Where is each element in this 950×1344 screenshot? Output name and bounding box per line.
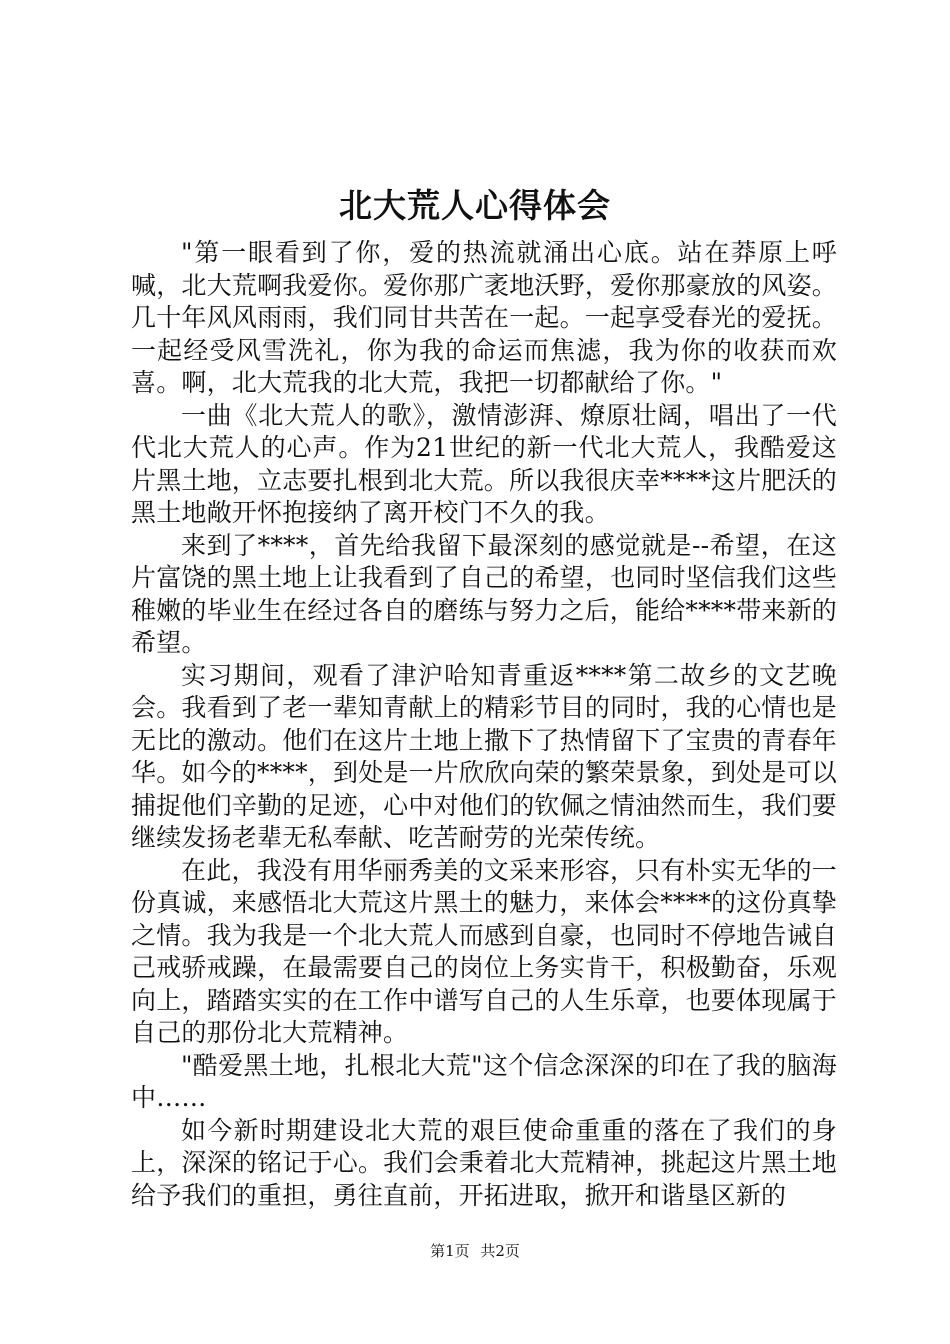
paragraph-3: 来到了****，首先给我留下最深刻的感觉就是--希望，在这片富饶的黑土地上让我看到了自己的希望，也同时坚信我们这些稚嫩的毕业生在经过各自的磨练与努力之后，能给****带来新的希望。 — [131, 530, 838, 657]
paragraph-2: 一曲《北大荒人的歌》，激情澎湃、燎原壮阔，唱出了一代代北大荒人的心声。作为21世纪的新一代北大荒人，我酷爱这片黑土地，立志要扎根到北大荒。所以我很庆幸****这片肥沃的黑土地敞开怀抱接纳了离开校门不久的我。 — [131, 400, 838, 527]
page-total: 共2页 — [480, 1242, 520, 1260]
page-number: 第1页 — [430, 1242, 470, 1260]
paragraph-4: 实习期间，观看了津沪哈知青重返****第二故乡的文艺晚会。我看到了老一辈知青献上的精彩节目的同时，我的心情也是无比的激动。他们在这片土地上撒下了热情留下了宝贵的青春年华。如今的****，到处是一片欣欣向荣的繁荣景象，到处是可以捕捉他们辛勤的足迹，心中对他们的钦佩之情油然而生，我们要继续发扬老辈无私奉献、吃苦耐劳的光荣传统。 — [131, 660, 838, 852]
page-footer — [0, 1241, 950, 1261]
paragraph-1: "第一眼看到了你，爱的热流就涌出心底。站在莽原上呼喊，北大荒啊我爱你。爱你那广袤地沃野，爱你那豪放的风姿。几十年风风雨雨，我们同甘共苦在一起。一起享受春光的爱抚。一起经受风雪洗礼，你为我的命运而焦滤，我为你的收获而欢喜。啊，北大荒我的北大荒，我把一切都献给了你。" — [131, 238, 837, 397]
paragraph-5: 在此，我没有用华丽秀美的文采来形容，只有朴实无华的一份真诚，来感悟北大荒这片黑土的魅力，来体会****的这份真挚之情。我为我是一个北大荒人而感到自豪，也同时不停地告诫自己戒骄戒躁，在最需要自己的岗位上务实肯干，积极勤奋，乐观向上，踏踏实实的在工作中谱写自己的人生乐章，也要体现属于自己的那份北大荒精神。 — [131, 855, 838, 1047]
paragraph-7: 如今新时期建设北大荒的艰巨使命重重的落在了我们的身上，深深的铭记于心。我们会秉着北大荒精神，挑起这片黑土地给予我们的重担，勇往直前，开拓进取，掀开和谐垦区新的 — [131, 1115, 837, 1210]
document-title: 北大荒人心得体会 — [339, 186, 611, 225]
document-body — [131, 237, 837, 1212]
paragraph-6: "酷爱黑土地，扎根北大荒"这个信念深深的印在了我的脑海中…… — [131, 1050, 837, 1112]
